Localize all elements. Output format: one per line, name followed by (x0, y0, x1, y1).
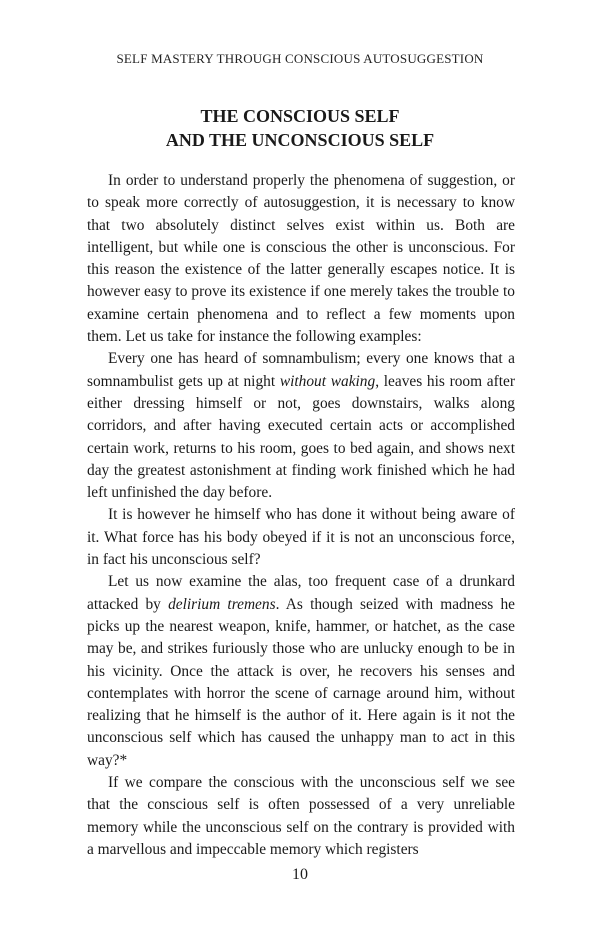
chapter-title-line-1: THE CONSCIOUS SELF (200, 106, 400, 126)
paragraph-2-text-c: , leaves his room after either dressing himself or not, goes downstairs, walks along corridors, and after having executed certain acts or accomplished certain work, returns to his room, goes to bed again, and shows next day the greatest astonishment at finding work finished which he had left unfinished the day before. (87, 372, 515, 502)
paragraph-4 (87, 571, 515, 772)
page-number: 10 (292, 866, 308, 883)
paragraph-3: It is however he himself who has done it without being aware of it. What force has his body obeyed if it is not an unconscious force, in fact his unconscious self? (87, 506, 515, 569)
body-text (87, 170, 515, 861)
paragraph-2-text-a: Every one has heard of somnambulism; every one knows that a somnambulist gets up at night (87, 350, 515, 390)
paragraph-4-emphasis: delirium tremens (168, 595, 276, 613)
paragraph-2-emphasis: without waking (279, 372, 376, 390)
chapter-title-line-2: AND THE UNCONSCIOUS SELF (165, 130, 435, 150)
paragraph-1: In order to understand properly the phenomena of suggestion, or to speak more correctly of autosuggestion, it is necessary to know that two absolutely distinct selves exist within us. Both are intelligent, but while one is conscious the other is unconscious. For this reason the existence of the latter generally escapes notice. It is however easy to prove its existence if one merely takes the trouble to examine certain phenomena and to reflect a few moments upon them. Let us take for instance the following examples: (87, 172, 515, 346)
paragraph-4-text-c: . As though seized with madness he picks up the nearest weapon, knife, hammer, or hatchet, as the case may be, and strikes furiously those who are unlucky enough to be in his vicinity. Once the attack is over, he recovers his senses and contemplates with horror the scene of carnage around him, without realizing that he himself is the author of it. Here again is it not the unconscious self which has caused the unhappy man to act in this way?* (87, 595, 515, 769)
chapter-title (0, 104, 600, 152)
running-head: SELF MASTERY THROUGH CONSCIOUS AUTOSUGGESTION (116, 51, 484, 66)
paragraph-2 (87, 348, 515, 504)
paragraph-4-text-a: Let us now examine the alas, too frequent case of a drunkard attacked by (87, 573, 515, 613)
paragraph-5: If we compare the conscious with the unconscious self we see that the conscious self is often possessed of a very unreliable memory while the unconscious self on the contrary is provided with a marvellous and impeccable memory which registers (87, 774, 515, 858)
